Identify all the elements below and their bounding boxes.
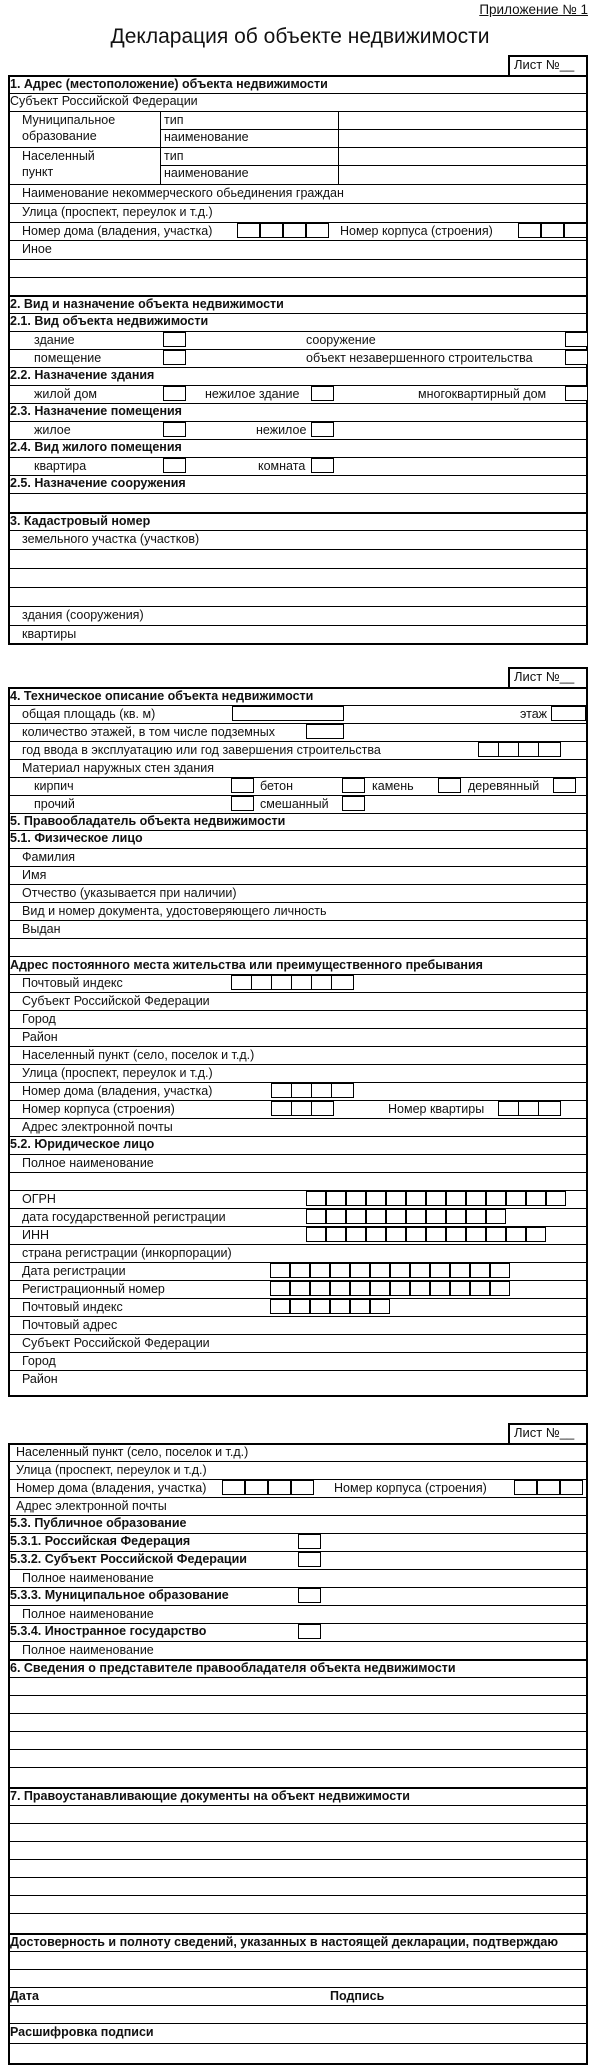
area-label: общая площадь (кв. м) (22, 707, 156, 721)
settlement-label-2: пункт (22, 165, 54, 179)
reg-no-cell[interactable] (410, 1281, 430, 1296)
date-reg-cell[interactable] (330, 1263, 350, 1278)
reg-no-cell[interactable] (350, 1281, 370, 1296)
reg-date-cell[interactable] (386, 1209, 406, 1224)
address-title: Адрес постоянного места жительства или преимущественного пребывания (10, 958, 483, 972)
reg-no-cell[interactable] (330, 1281, 350, 1296)
sooruzhenie-label: сооружение (306, 333, 376, 347)
reg-no-cell[interactable] (290, 1281, 310, 1296)
reg-date-label: дата государственной регистрации (22, 1210, 226, 1224)
settlement-label: Населенный пункт (село, поселок и т.д.) (22, 1048, 255, 1062)
nezhiloe-zdanie-label: нежилое здание (205, 387, 300, 401)
date-reg-cell[interactable] (430, 1263, 450, 1278)
reg-no-cell[interactable] (310, 1281, 330, 1296)
etazh-field[interactable] (551, 706, 586, 721)
komnata-checkbox[interactable] (311, 458, 334, 473)
nonprofit-label: Наименование некоммерческого обьединения граждан (22, 186, 344, 200)
index-cell-2[interactable] (350, 1299, 370, 1314)
settlement-label-1: Населенный (22, 149, 95, 163)
zdaniya-label: здания (сооружения) (22, 608, 144, 622)
sheet-number-label-2: Лист №__ (508, 667, 588, 687)
index-cell[interactable] (331, 975, 354, 990)
index-cell-2[interactable] (330, 1299, 350, 1314)
building-cell-3[interactable] (560, 1480, 583, 1495)
reg-no-cell[interactable] (270, 1281, 290, 1296)
date-reg-cell[interactable] (350, 1263, 370, 1278)
inn-cell[interactable] (426, 1227, 446, 1242)
other-label: Иное (22, 242, 52, 256)
date-reg-cell[interactable] (290, 1263, 310, 1278)
full-name-label: Полное наименование (22, 1156, 154, 1170)
zdanie-label: здание (34, 333, 75, 347)
reg-date-cell[interactable] (326, 1209, 346, 1224)
section22-title: 2.2. Назначение здания (10, 368, 155, 382)
section24-title: 2.4. Вид жилого помещения (10, 440, 182, 454)
doc-label: Вид и номер документа, удостоверяющего личность (22, 904, 327, 918)
index-label: Почтовый индекс (22, 976, 123, 990)
walls-label: Материал наружных стен здания (22, 761, 214, 775)
index-cell-2[interactable] (290, 1299, 310, 1314)
building-cell[interactable] (564, 223, 587, 238)
street-label-2: Улица (проспект, переулок и т.д.) (22, 1066, 213, 1080)
section6-title: 6. Сведения о представителе правообладателя объекта недвижимости (10, 1661, 456, 1675)
section23-title: 2.3. Назначение помещения (10, 404, 182, 418)
section2-title: 2. Вид и назначение объекта недвижимости (10, 297, 284, 311)
zhiloy-dom-checkbox[interactable] (163, 386, 186, 401)
section53-title: 5.3. Публичное образование (10, 1516, 187, 1530)
derevo-label: деревянный (468, 779, 540, 793)
full-name-label-3b: Полное наименование (22, 1607, 154, 1621)
section532-label: 5.3.2. Субъект Российской Федерации (10, 1552, 247, 1566)
komnata-label: комната (258, 459, 306, 473)
section534-label: 5.3.4. Иностранное государство (10, 1624, 207, 1638)
inn-cell[interactable] (526, 1227, 546, 1242)
inn-cell[interactable] (346, 1227, 366, 1242)
index-cell-2[interactable] (370, 1299, 390, 1314)
otchestvo-label: Отчество (указывается при наличии) (22, 886, 237, 900)
nezhiloe-checkbox[interactable] (311, 422, 334, 437)
ogrn-cell[interactable] (486, 1191, 506, 1206)
full-name-label-3a: Полное наименование (22, 1571, 154, 1585)
date-reg-cell[interactable] (270, 1263, 290, 1278)
ogrn-cell[interactable] (306, 1191, 326, 1206)
post-addr-label: Почтовый адрес (22, 1318, 118, 1332)
building-cell-3[interactable] (514, 1480, 537, 1495)
subject-rf-checkbox[interactable] (298, 1552, 321, 1567)
house-cell[interactable] (283, 223, 306, 238)
decode-label: Расшифровка подписи (10, 2025, 154, 2039)
email-label-3: Адрес электронной почты (16, 1499, 167, 1513)
inn-cell[interactable] (486, 1227, 506, 1242)
nezhiloe-label: нежилое (256, 423, 307, 437)
sooruzhenie-checkbox[interactable] (565, 332, 588, 347)
sheet-number-label-1: Лист №__ (508, 55, 588, 75)
index-label-2: Почтовый индекс (22, 1300, 123, 1314)
nezavershen-checkbox[interactable] (565, 350, 588, 365)
section25-title: 2.5. Назначение сооружения (10, 476, 186, 490)
house-cell-3[interactable] (268, 1480, 291, 1495)
kamen-checkbox[interactable] (438, 778, 461, 793)
house-label-3: Номер дома (владения, участка) (16, 1481, 207, 1495)
reg-no-cell[interactable] (390, 1281, 410, 1296)
ogrn-cell[interactable] (326, 1191, 346, 1206)
inn-cell[interactable] (506, 1227, 526, 1242)
street-label: Улица (проспект, переулок и т.д.) (22, 205, 213, 219)
section21-title: 2.1. Вид объекта недвижимости (10, 314, 209, 328)
confirm-text: Достоверность и полноту сведений, указанных в настоящей декларации, подтверждаю (10, 1935, 559, 1949)
section7-title: 7. Правоустанавливающие документы на объект недвижимости (10, 1789, 410, 1803)
date-reg-cell[interactable] (390, 1263, 410, 1278)
floors-field[interactable] (306, 724, 344, 739)
zhiloe-checkbox[interactable] (163, 422, 186, 437)
sheet-number-label-3: Лист №__ (508, 1423, 588, 1443)
building-cell-3[interactable] (537, 1480, 560, 1495)
zhiloy-dom-label: жилой дом (34, 387, 98, 401)
country-label: страна регистрации (инкорпорации) (22, 1246, 232, 1260)
section3-title: 3. Кадастровый номер (10, 514, 151, 528)
kirpich-checkbox[interactable] (231, 778, 254, 793)
smesh-checkbox[interactable] (342, 796, 365, 811)
reg-no-cell[interactable] (370, 1281, 390, 1296)
flat-no-label: Номер квартиры (388, 1102, 485, 1116)
pomeschenie-checkbox[interactable] (163, 350, 186, 365)
reg-no-cell[interactable] (430, 1281, 450, 1296)
municipal-checkbox[interactable] (298, 1588, 321, 1603)
kvartira-checkbox[interactable] (163, 458, 186, 473)
full-name-label-3c: Полное наименование (22, 1643, 154, 1657)
subject-rf-label: Субъект Российской Федерации (10, 94, 198, 108)
vydan-label: Выдан (22, 922, 61, 936)
nezavershen-label: объект незавершенного строительства (306, 351, 533, 365)
section51-title: 5.1. Физическое лицо (10, 831, 143, 845)
ogrn-label: ОГРН (22, 1192, 56, 1206)
municipal-name-label: наименование (164, 130, 249, 144)
inn-label: ИНН (22, 1228, 50, 1242)
section4-title: 4. Техническое описание объекта недвижимости (10, 689, 314, 703)
beton-label: бетон (260, 779, 293, 793)
zhiloe-label: жилое (34, 423, 71, 437)
building-label: Номер корпуса (строения) (340, 224, 493, 238)
ogrn-cell[interactable] (506, 1191, 526, 1206)
house-cell-3[interactable] (222, 1480, 245, 1495)
reg-no-cell[interactable] (450, 1281, 470, 1296)
date-reg-cell[interactable] (310, 1263, 330, 1278)
municipal-label-2: образование (22, 129, 97, 143)
prochiy-label: прочий (34, 797, 75, 811)
floors-label: количество этажей, в том числе подземных (22, 725, 276, 739)
municipal-label-1: Муниципальное (22, 113, 116, 127)
reg-date-cell[interactable] (346, 1209, 366, 1224)
mkd-label: многоквартирный дом (418, 387, 547, 401)
reg-no-cell[interactable] (490, 1281, 510, 1296)
inn-cell[interactable] (326, 1227, 346, 1242)
settlement-type-label: тип (164, 149, 184, 163)
section533-label: 5.3.3. Муниципальное образование (10, 1588, 229, 1602)
ogrn-cell[interactable] (526, 1191, 546, 1206)
nezhiloe-zdanie-checkbox[interactable] (311, 386, 334, 401)
index-cell-2[interactable] (310, 1299, 330, 1314)
house-cell[interactable] (260, 223, 283, 238)
inn-cell[interactable] (406, 1227, 426, 1242)
building-cell-2[interactable] (311, 1101, 334, 1116)
year-label: год ввода в эксплуатацию или год завершения строительства (22, 743, 381, 757)
ogrn-cell[interactable] (546, 1191, 566, 1206)
year-cell[interactable] (538, 742, 561, 757)
kamen-label: камень (372, 779, 414, 793)
house-cell[interactable] (237, 223, 260, 238)
reg-no-label: Регистрационный номер (22, 1282, 165, 1296)
section1-title: 1. Адрес (местоположение) объекта недвижимости (10, 77, 328, 91)
date-reg-cell[interactable] (490, 1263, 510, 1278)
gorod-label: Город (22, 1012, 56, 1026)
signature-label: Подпись (330, 1989, 385, 2003)
zemuch-label: земельного участка (участков) (22, 532, 200, 546)
etazh-label: этаж (520, 707, 548, 721)
familiya-label: Фамилия (22, 850, 76, 864)
mkd-checkbox[interactable] (565, 386, 588, 401)
imya-label: Имя (22, 868, 47, 882)
house-cell-3[interactable] (245, 1480, 268, 1495)
inn-cell[interactable] (466, 1227, 486, 1242)
date-reg-cell[interactable] (370, 1263, 390, 1278)
date-reg-cell[interactable] (470, 1263, 490, 1278)
house-label: Номер дома (владения, участка) (22, 224, 213, 238)
reg-date-cell[interactable] (486, 1209, 506, 1224)
inn-cell[interactable] (306, 1227, 326, 1242)
date-label: Дата (10, 1989, 39, 2003)
subject-rf-label-3: Субъект Российской Федерации (22, 1336, 210, 1350)
rayon-label: Район (22, 1030, 58, 1044)
reg-date-cell[interactable] (406, 1209, 426, 1224)
flat-cell[interactable] (538, 1101, 561, 1116)
reg-date-cell[interactable] (366, 1209, 386, 1224)
house-label-2: Номер дома (владения, участка) (22, 1084, 213, 1098)
building-cell[interactable] (518, 223, 541, 238)
reg-date-cell[interactable] (306, 1209, 326, 1224)
page-title: Декларация об объекте недвижимости (110, 25, 490, 48)
ogrn-cell[interactable] (406, 1191, 426, 1206)
settlement-label-3: Населенный пункт (село, поселок и т.д.) (16, 1445, 249, 1459)
building-cell[interactable] (541, 223, 564, 238)
date-reg-cell[interactable] (410, 1263, 430, 1278)
beton-checkbox[interactable] (342, 778, 365, 793)
section5-title: 5. Правообладатель объекта недвижимости (10, 814, 286, 828)
house-cell[interactable] (306, 223, 329, 238)
building-label-2: Номер корпуса (строения) (22, 1102, 175, 1116)
municipal-type-label: тип (164, 113, 184, 127)
ogrn-cell[interactable] (446, 1191, 466, 1206)
reg-date-cell[interactable] (446, 1209, 466, 1224)
building-label-3: Номер корпуса (строения) (334, 1481, 487, 1495)
reg-no-cell[interactable] (470, 1281, 490, 1296)
foreign-state-checkbox[interactable] (298, 1624, 321, 1639)
ogrn-cell[interactable] (346, 1191, 366, 1206)
inn-cell[interactable] (386, 1227, 406, 1242)
index-cell-2[interactable] (270, 1299, 290, 1314)
kirpich-label: кирпич (34, 779, 74, 793)
settlement-name-label: наименование (164, 166, 249, 180)
house-cell-3[interactable] (291, 1480, 314, 1495)
house-cell-2[interactable] (331, 1083, 354, 1098)
reg-date-cell[interactable] (466, 1209, 486, 1224)
rayon-label-2: Район (22, 1372, 58, 1386)
gorod-label-2: Город (22, 1354, 56, 1368)
derevo-checkbox[interactable] (553, 778, 576, 793)
zdanie-checkbox[interactable] (163, 332, 186, 347)
kvartira-label: квартира (34, 459, 87, 473)
email-label: Адрес электронной почты (22, 1120, 173, 1134)
inn-cell[interactable] (366, 1227, 386, 1242)
reg-date-cell[interactable] (426, 1209, 446, 1224)
appendix-label: Приложение № 1 (479, 2, 588, 17)
section531-label: 5.3.1. Российская Федерация (10, 1534, 191, 1548)
smesh-label: смешанный (260, 797, 329, 811)
ogrn-cell[interactable] (466, 1191, 486, 1206)
section52-title: 5.2. Юридическое лицо (10, 1137, 155, 1151)
date-reg-label: Дата регистрации (22, 1264, 126, 1278)
pomeschenie-label: помещение (34, 351, 102, 365)
date-reg-cell[interactable] (450, 1263, 470, 1278)
street-label-3: Улица (проспект, переулок и т.д.) (16, 1463, 207, 1477)
rf-checkbox[interactable] (298, 1534, 321, 1549)
inn-cell[interactable] (446, 1227, 466, 1242)
subject-rf-label-2: Субъект Российской Федерации (22, 994, 210, 1008)
area-field[interactable] (232, 706, 344, 721)
ogrn-cell[interactable] (366, 1191, 386, 1206)
prochiy-checkbox[interactable] (231, 796, 254, 811)
ogrn-cell[interactable] (426, 1191, 446, 1206)
ogrn-cell[interactable] (386, 1191, 406, 1206)
kvartiry-label: квартиры (22, 627, 77, 641)
